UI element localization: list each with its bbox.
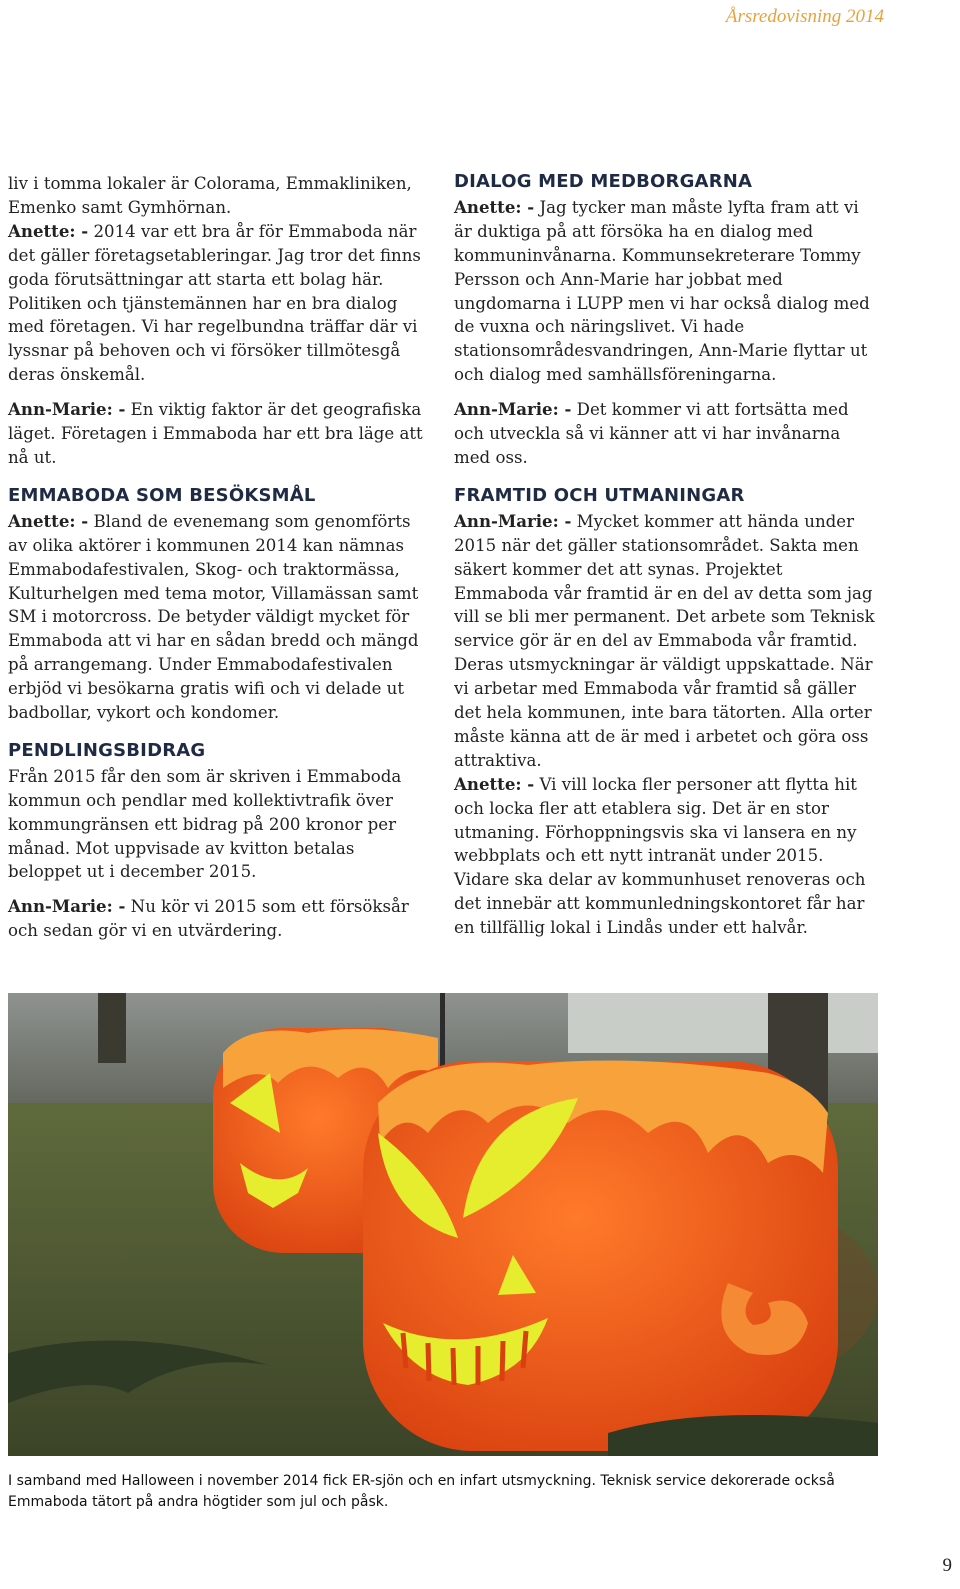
paragraph-text: Det kommer vi att fortsätta med och utveckla så vi känner att vi har invånarna med oss. [454,400,849,467]
section-heading: PENDLINGSBIDRAG [8,739,206,761]
speaker-label: Anette: - [454,196,535,217]
paragraph [454,196,878,387]
speaker-label: Ann-Marie: - [8,399,126,420]
running-header-title: Årsredovisning 2014 [725,6,884,27]
paragraph [8,398,428,470]
speaker-label: Anette: - [454,773,535,794]
photo-caption: I samband med Halloween i november 2014 fick ER-sjön och en infart utsmyckning. Teknisk service dekorerade också Emmaboda tätort på andra högtider som jul och påsk. [8,1473,835,1510]
halloween-bales-photo [8,993,878,1456]
speaker-label: Ann-Marie: - [8,896,126,917]
paragraph: Från 2015 får den som är skriven i Emmaboda kommun och pendlar med kollektivtrafik över kommungränsen ett bidrag på 200 kronor per månad. Mot uppvisade av kvitton betalas beloppet ut i december 2015. [8,766,402,882]
paragraph [8,895,428,943]
tree-trunk [98,993,126,1063]
speaker-label: Anette: - [8,510,89,531]
paragraph [454,773,878,940]
speaker-label: Anette: - [8,220,89,241]
water-strip [568,993,878,1053]
front-pumpkin-bale [363,1061,838,1452]
paragraph-text: Mycket kommer att hända under 2015 när det gäller stationsområdet. Sakta men säkert kommer det att synas. Projektet Emmaboda vår framtid är en del av detta som jag vill se bli mer permanent. Det arbete som Teknisk service gör är en del av Emmaboda vår framtid. Deras utsmyckningar är väldigt uppskattade. När vi arbetar med Emmaboda vår framtid så gäller det hela kommunen, inte bara tätorten. Alla orter måste känna att de är med i arbetet och göra oss attraktiva. [454,511,875,770]
paragraph-text: 2014 var ett bra år för Emmaboda när det gäller företagsetableringar. Jag tror det finns goda förutsättningar att starta ett bolag här. Politiken och tjänstemännen har en bra dialog med företagen. Vi har regelbundna träffar där vi lyssnar på behoven och vi försöker tillmötesgå deras önskemål. [8,221,421,385]
section-heading: DIALOG MED MEDBORGARNA [454,171,753,192]
paragraph-text: En viktig faktor är det geografiska läget. Företagen i Emmaboda har ett bra läge att nå ut. [8,400,423,467]
left-column [8,172,428,943]
right-column [454,172,878,940]
paragraph [454,510,878,773]
section-heading: EMMABODA SOM BESÖKSMÅL [8,484,316,506]
section-heading: FRAMTID OCH UTMANINGAR [454,484,745,506]
paragraph [8,510,428,725]
intro-paragraph: liv i tomma lokaler är Colorama, Emmakliniken, Emenko samt Gymhörnan. [8,174,412,217]
paragraph-text: Bland de evenemang som genomförts av olika aktörer i kommunen 2014 kan nämnas Emmabodafestivalen, Skog- och traktormässa, Kulturhelgen med tema motor, Villamässan samt SM i motorcross. De betyder väldigt mycket för Emmaboda att vi har en sådan bredd och mängd på arrangemang. Under Emmabodafestivalen erbjöd vi besökarna gratis wifi och vi delade ut badbollar, vykort och kondomer. [8,511,419,723]
paragraph-text: Nu kör vi 2015 som ett försöksår och sedan gör vi en utvärdering. [8,897,409,941]
paragraph-text: Jag tycker man måste lyfta fram att vi är duktiga på att försöka ha en dialog med kommuninvånarna. Kommunsekreterare Tommy Persson och Ann-Marie har jobbat med ungdomarna i LUPP men vi har också dialog med de vuxna och näringslivet. Vi hade stationsområdesvandringen, Ann-Marie flyttar ut och dialog med samhällsföreningarna. [454,197,870,385]
paragraph-text: Vi vill locka fler personer att flytta hit och locka fler att etablera sig. Det är en stor utmaning. Förhoppningsvis ska vi lansera en ny webbplats och ett nytt intranät under 2015. Vidare ska delar av kommunhuset renoveras och det innebär att kommunledningskontoret får har en tillfällig lokal i Lindås under ett halvår. [454,774,866,938]
paragraph [8,220,428,387]
page-number: 9 [942,1555,952,1576]
paragraph [454,398,878,470]
speaker-label: Ann-Marie: - [454,510,572,531]
speaker-label: Ann-Marie: - [454,399,572,420]
